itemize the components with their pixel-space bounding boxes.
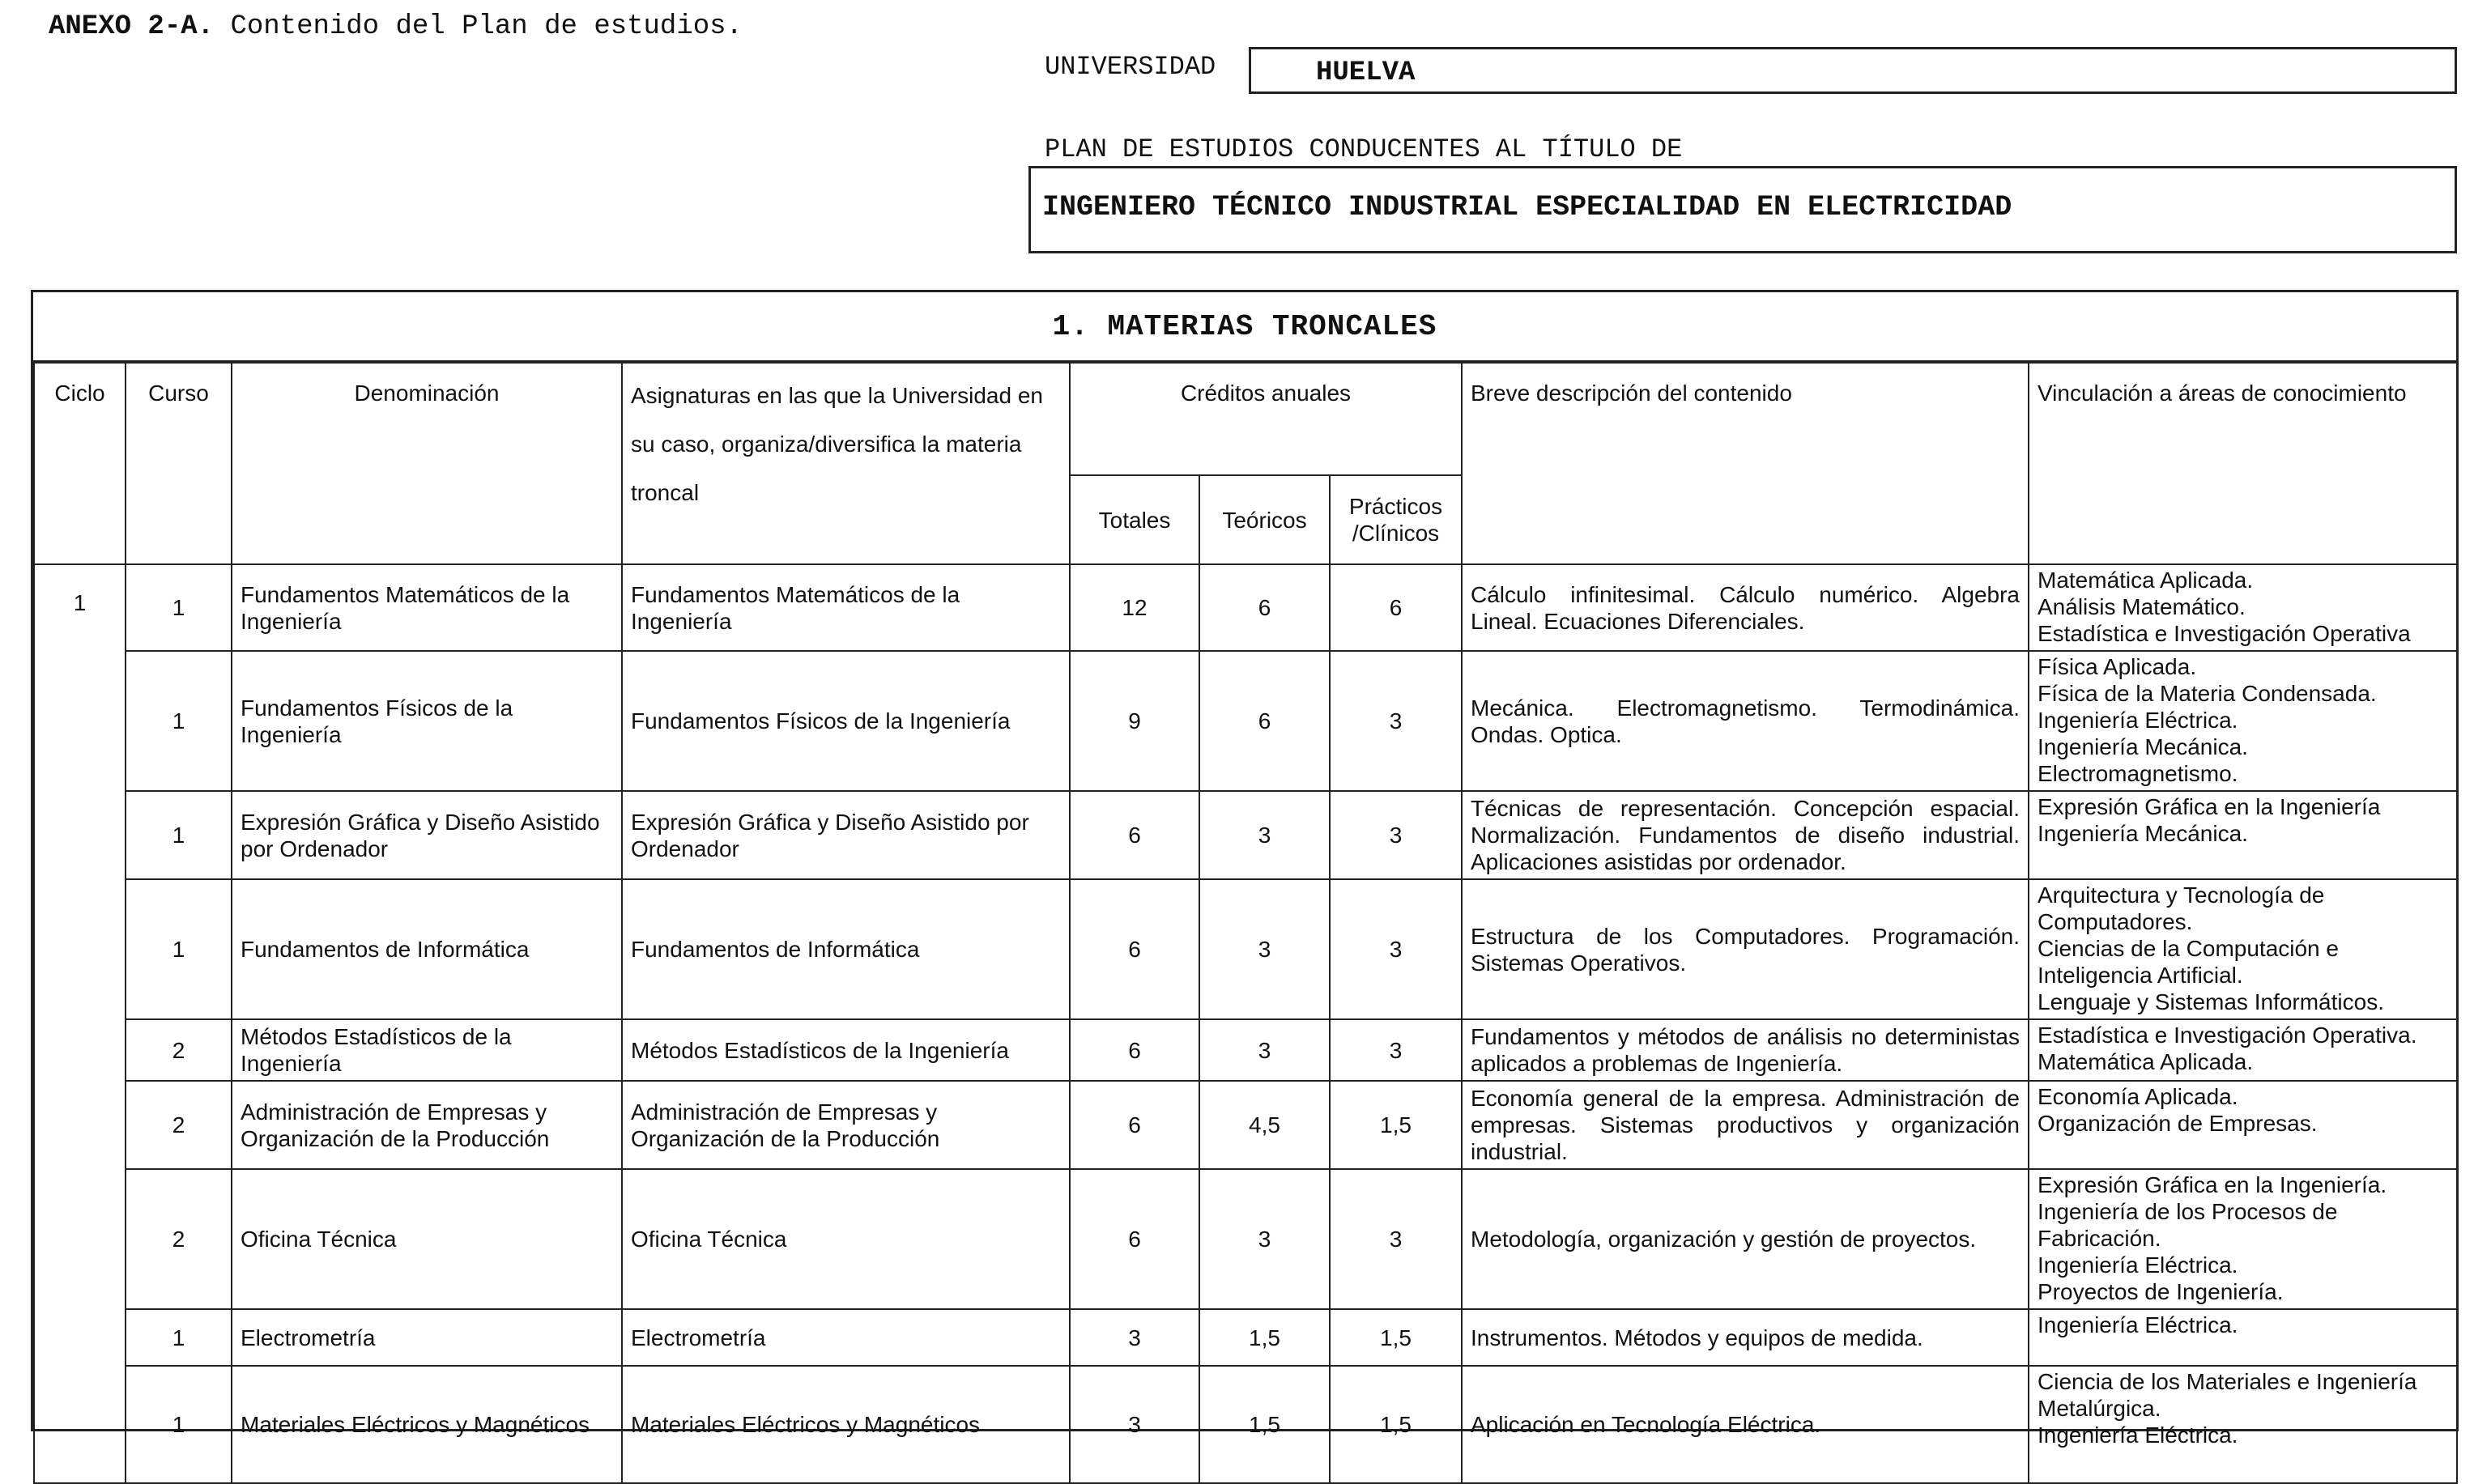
table-row (34, 1169, 2457, 1309)
cell-curso: 1 (126, 791, 232, 879)
cell-practicos: 3 (1330, 879, 1462, 1019)
section-title: 1. MATERIAS TRONCALES (1052, 310, 1437, 343)
table-body (34, 564, 2457, 1483)
cell-asignatura: Métodos Estadísticos de la Ingeniería (622, 1019, 1070, 1081)
area-item: Estadística e Investigación Operativa. (2038, 1023, 2417, 1048)
cell-totales: 12 (1070, 564, 1199, 651)
header-curso: Curso (126, 363, 232, 564)
materias-troncales-section (31, 290, 2459, 1448)
cell-teoricos: 6 (1199, 564, 1330, 651)
cell-curso: 1 (126, 1309, 232, 1366)
cell-denominacion: Materiales Eléctricos y Magnéticos (232, 1366, 622, 1483)
cell-practicos: 3 (1330, 1019, 1462, 1081)
area-item: Ingeniería Eléctrica. (2038, 1312, 2238, 1337)
annex-heading (49, 11, 743, 42)
header-descripcion: Breve descripción del contenido (1462, 363, 2029, 564)
annex-text: Contenido del Plan de estudios. (214, 11, 743, 42)
header-practicos: Prácticos /Clínicos (1330, 475, 1462, 564)
plan-label: PLAN DE ESTUDIOS CONDUCENTES AL TÍTULO DE (1045, 134, 1683, 164)
annex-label: ANEXO 2-A. (49, 11, 215, 42)
cell-teoricos: 1,5 (1199, 1366, 1330, 1483)
area-item: Análisis Matemático. (2038, 594, 2246, 619)
cell-denominacion: Expresión Gráfica y Diseño Asistido por Ordenador (232, 791, 622, 879)
cell-totales: 6 (1070, 1019, 1199, 1081)
cell-teoricos: 3 (1199, 791, 1330, 879)
cell-curso: 1 (126, 1366, 232, 1483)
cell-descripcion: Aplicación en Tecnología Eléctrica. (1462, 1366, 2029, 1483)
cell-teoricos: 1,5 (1199, 1309, 1330, 1366)
table-row (34, 879, 2457, 1019)
cell-practicos: 3 (1330, 651, 1462, 791)
cell-denominacion: Fundamentos de Informática (232, 879, 622, 1019)
cell-areas (2029, 564, 2457, 651)
cell-practicos: 1,5 (1330, 1309, 1462, 1366)
cell-asignatura: Administración de Empresas y Organización de la Producción (622, 1081, 1070, 1169)
area-item: Economía Aplicada. (2038, 1084, 2238, 1109)
area-item: Ciencia de los Materiales e Ingeniería Metalúrgica. (2038, 1369, 2417, 1421)
cell-descripcion: Cálculo infinitesimal. Cálculo numérico. Algebra Lineal. Ecuaciones Diferenciales. (1462, 564, 2029, 651)
area-item: Ingeniería Eléctrica. (2038, 1252, 2238, 1278)
cell-areas (2029, 651, 2457, 791)
area-item: Estadística e Investigación Operativa (2038, 621, 2411, 646)
cell-practicos: 1,5 (1330, 1366, 1462, 1483)
header-creditos: Créditos anuales (1070, 363, 1462, 475)
table-row (34, 791, 2457, 879)
cell-totales: 3 (1070, 1309, 1199, 1366)
cell-totales: 3 (1070, 1366, 1199, 1483)
cell-asignatura: Electrometría (622, 1309, 1070, 1366)
area-item: Ingeniería Eléctrica. (2038, 708, 2238, 733)
table-row (34, 1366, 2457, 1483)
table-row (34, 1081, 2457, 1169)
university-label: UNIVERSIDAD (1045, 52, 1216, 82)
cell-descripcion: Técnicas de representación. Concepción espacial. Normalización. Fundamentos de diseño industrial. Aplicaciones asistidas por ordenador. (1462, 791, 2029, 879)
table-header (34, 363, 2457, 564)
cell-totales: 9 (1070, 651, 1199, 791)
cell-areas (2029, 1019, 2457, 1081)
area-item: Física de la Materia Condensada. (2038, 681, 2377, 706)
cell-descripcion: Estructura de los Computadores. Programación. Sistemas Operativos. (1462, 879, 2029, 1019)
degree-title-box (1028, 166, 2457, 253)
degree-title: INGENIERO TÉCNICO INDUSTRIAL ESPECIALIDAD EN ELECTRICIDAD (1042, 191, 2012, 223)
cell-teoricos: 6 (1199, 651, 1330, 791)
cell-areas (2029, 1309, 2457, 1366)
header-asignaturas: Asignaturas en las que la Universidad en su caso, organiza/diversifica la materia troncal (622, 363, 1070, 564)
cell-descripcion: Economía general de la empresa. Administración de empresas. Sistemas productivos y organización industrial. (1462, 1081, 2029, 1169)
cell-asignatura: Expresión Gráfica y Diseño Asistido por Ordenador (622, 791, 1070, 879)
cell-descripcion: Fundamentos y métodos de análisis no deterministas aplicados a problemas de Ingeniería. (1462, 1019, 2029, 1081)
cell-curso: 2 (126, 1019, 232, 1081)
cell-curso: 1 (126, 564, 232, 651)
cell-curso: 1 (126, 879, 232, 1019)
subjects-table (33, 362, 2458, 1484)
cell-denominacion: Administración de Empresas y Organización de la Producción (232, 1081, 622, 1169)
header-vinculacion: Vinculación a áreas de conocimiento (2029, 363, 2457, 564)
cell-asignatura: Oficina Técnica (622, 1169, 1070, 1309)
cell-totales: 6 (1070, 1169, 1199, 1309)
cell-areas (2029, 1081, 2457, 1169)
cell-teoricos: 3 (1199, 879, 1330, 1019)
cell-denominacion: Oficina Técnica (232, 1169, 622, 1309)
university-value: HUELVA (1316, 57, 1416, 88)
cell-areas (2029, 1366, 2457, 1483)
table-row (34, 651, 2457, 791)
cell-asignatura: Fundamentos de Informática (622, 879, 1070, 1019)
cell-teoricos: 3 (1199, 1019, 1330, 1081)
area-item: Ingeniería Mecánica. (2038, 821, 2248, 846)
cell-totales: 6 (1070, 1081, 1199, 1169)
cell-denominacion: Métodos Estadísticos de la Ingeniería (232, 1019, 622, 1081)
header-totales: Totales (1070, 475, 1199, 564)
cell-descripcion: Metodología, organización y gestión de proyectos. (1462, 1169, 2029, 1309)
cell-curso: 1 (126, 651, 232, 791)
area-item: Física Aplicada. (2038, 654, 2197, 679)
table-row (34, 564, 2457, 651)
cell-totales: 6 (1070, 879, 1199, 1019)
header-teoricos: Teóricos (1199, 475, 1330, 564)
cell-curso: 2 (126, 1081, 232, 1169)
area-item: Proyectos de Ingeniería. (2038, 1279, 2284, 1304)
area-item: Arquitectura y Tecnología de Computadores. (2038, 882, 2325, 934)
cell-areas (2029, 1169, 2457, 1309)
table-row (34, 1309, 2457, 1366)
cell-practicos: 3 (1330, 791, 1462, 879)
cell-descripcion: Instrumentos. Métodos y equipos de medida. (1462, 1309, 2029, 1366)
cell-asignatura: Fundamentos Matemáticos de la Ingeniería (622, 564, 1070, 651)
cell-practicos: 6 (1330, 564, 1462, 651)
cell-denominacion: Fundamentos Matemáticos de la Ingeniería (232, 564, 622, 651)
cell-denominacion: Electrometría (232, 1309, 622, 1366)
area-item: Matemática Aplicada. (2038, 568, 2254, 593)
cell-asignatura: Materiales Eléctricos y Magnéticos (622, 1366, 1070, 1483)
area-item: Matemática Aplicada. (2038, 1049, 2254, 1074)
header-ciclo: Ciclo (34, 363, 126, 564)
cell-practicos: 1,5 (1330, 1081, 1462, 1169)
area-item: Expresión Gráfica en la Ingeniería. (2038, 1172, 2387, 1197)
area-item: Ingeniería Mecánica. (2038, 734, 2248, 759)
area-item: Expresión Gráfica en la Ingeniería (2038, 794, 2381, 819)
cell-descripcion: Mecánica. Electromagnetismo. Termodinámica. Ondas. Optica. (1462, 651, 2029, 791)
area-item: Lenguaje y Sistemas Informáticos. (2038, 989, 2384, 1014)
area-item: Electromagnetismo. (2038, 761, 2238, 786)
ciclo-value: 1 (34, 564, 126, 1483)
area-item: Ingeniería de los Procesos de Fabricación. (2038, 1199, 2338, 1251)
area-item: Ingeniería Eléctrica. (2038, 1422, 2238, 1448)
area-item: Organización de Empresas. (2038, 1111, 2318, 1136)
cell-areas (2029, 791, 2457, 879)
university-box (1249, 47, 2457, 94)
table-row (34, 1019, 2457, 1081)
cell-denominacion: Fundamentos Físicos de la Ingeniería (232, 651, 622, 791)
area-item: Ciencias de la Computación e Inteligencia Artificial. (2038, 936, 2339, 988)
cell-areas (2029, 879, 2457, 1019)
cell-curso: 2 (126, 1169, 232, 1309)
cell-practicos: 3 (1330, 1169, 1462, 1309)
cell-teoricos: 3 (1199, 1169, 1330, 1309)
header-denominacion: Denominación (232, 363, 622, 564)
cell-teoricos: 4,5 (1199, 1081, 1330, 1169)
cell-asignatura: Fundamentos Físicos de la Ingeniería (622, 651, 1070, 791)
cell-totales: 6 (1070, 791, 1199, 879)
